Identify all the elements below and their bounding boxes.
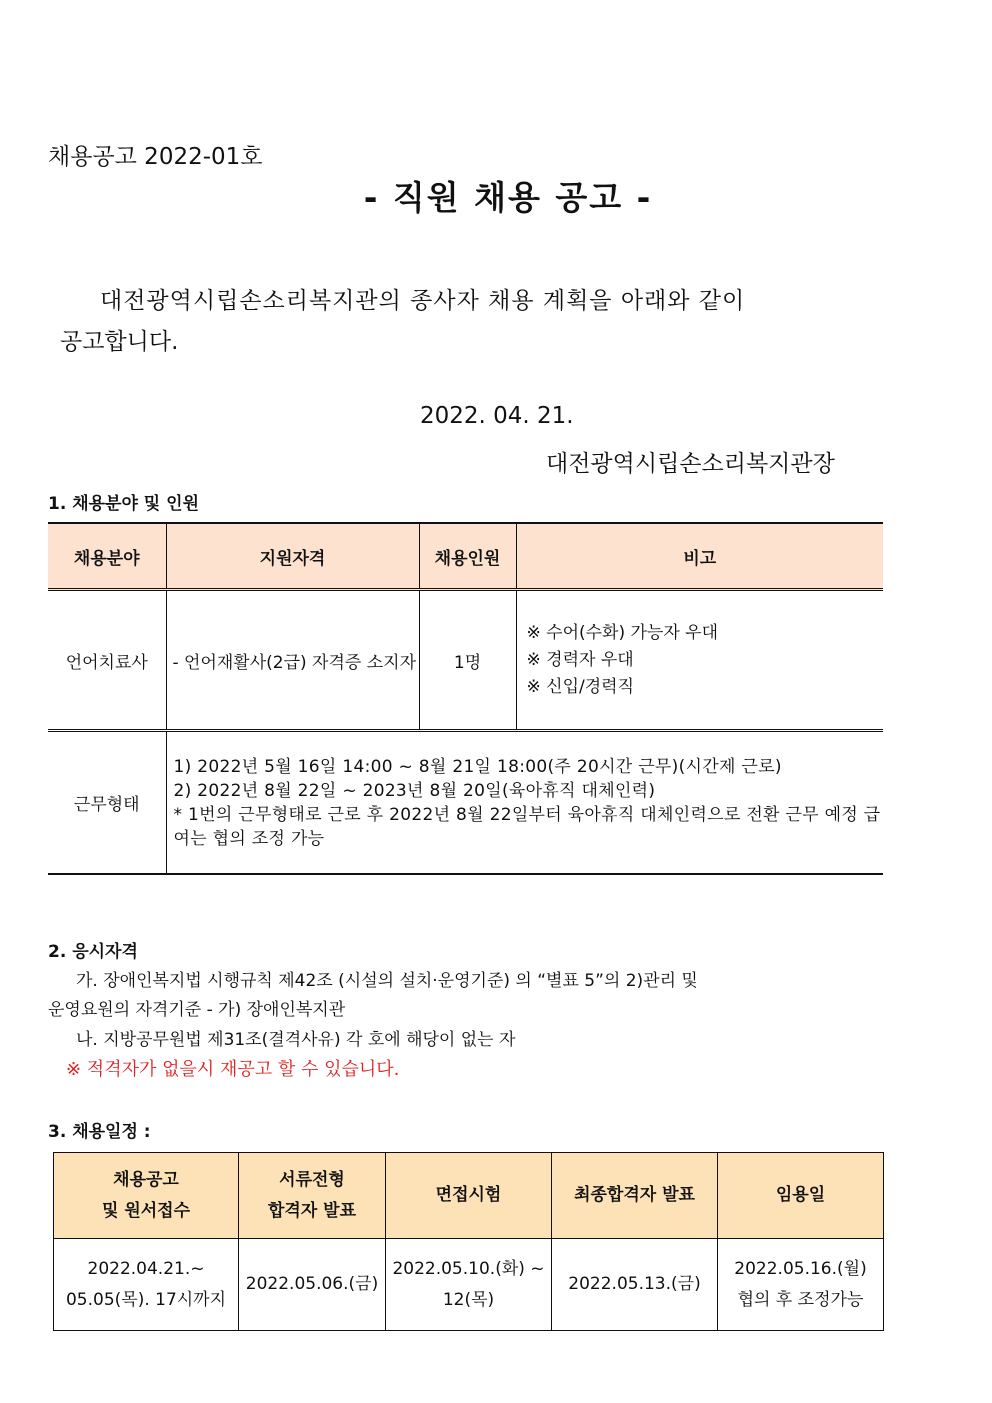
cell-field: 언어치료사	[48, 590, 166, 731]
header-remarks: 비고	[516, 523, 883, 590]
remark-item: ※ 수어(수화) 가능자 우대	[526, 622, 719, 643]
remark-item: ※ 경력자 우대	[526, 649, 634, 670]
recruitment-table	[48, 522, 883, 875]
header-interview: 면접시험	[386, 1153, 552, 1239]
announcement-date: 2022. 04. 21.	[420, 403, 574, 429]
document-number: 채용공고 2022-01호	[48, 144, 263, 170]
header-qualification: 지원자격	[166, 523, 419, 590]
work-line: 1) 2022년 5월 16일 14:00 ~ 8월 21일 18:00(주 20시간 근무)(시간제 근로)	[173, 756, 782, 777]
qualification-item1-line1: 가. 장애인복지법 시행규칙 제42조 (시설의 설치·운영기준) 의 “별표 5”의 2)관리 및	[76, 971, 698, 991]
cell-qualification: - 언어재활사(2급) 자격증 소지자	[166, 590, 419, 731]
work-line: 2) 2022년 8월 22일 ~ 2023년 8월 20일(육아휴직 대체인력)	[173, 780, 656, 801]
cell-work-label: 근무형태	[48, 731, 166, 875]
cell-work-detail	[166, 731, 883, 875]
cell-count: 1명	[419, 590, 516, 731]
remark-item: ※ 신입/경력직	[526, 676, 634, 697]
schedule-row	[54, 1239, 884, 1331]
value-start-date: 2022.05.16.(월) 협의 후 조정가능	[718, 1239, 884, 1331]
qualification-item1-line2: 운영요원의 자격기준 - 가) 장애인복지관	[48, 1000, 346, 1020]
intro-text-line2: 공고합니다.	[60, 329, 179, 355]
cell-remarks	[516, 590, 883, 731]
issuer-name: 대전광역시립손소리복지관장	[546, 451, 835, 477]
header-count: 채용인원	[419, 523, 516, 590]
work-line: * 1번의 근무형태로 근로 후 2022년 8월 22일부터 육아휴직 대체인력으로 전환 근무 예정 급여는 협의 조정 가능	[173, 804, 881, 849]
value-interview: 2022.05.10.(화) ~ 12(목)	[386, 1239, 552, 1331]
schedule-table-header	[54, 1153, 884, 1239]
qualification-item2: 나. 지방공무원법 제31조(결격사유) 각 호에 해당이 없는 자	[76, 1030, 516, 1050]
reannouncement-note: ※ 적격자가 없을시 재공고 할 수 있습니다.	[66, 1059, 400, 1080]
section1-heading: 1. 채용분야 및 인원	[48, 494, 199, 514]
intro-text-line1: 대전광역시립손소리복지관의 종사자 채용 계획을 아래와 같이	[100, 288, 746, 314]
header-final-result: 최종합격자 발표	[552, 1153, 718, 1239]
schedule-table	[53, 1152, 884, 1331]
table-row	[48, 590, 883, 731]
page-title: - 직원 채용 공고 -	[363, 178, 653, 217]
value-final-result: 2022.05.13.(금)	[552, 1239, 718, 1331]
header-document-result: 서류전형 합격자 발표	[239, 1153, 386, 1239]
header-start-date: 임용일	[718, 1153, 884, 1239]
header-announcement: 채용공고 및 원서접수	[54, 1153, 239, 1239]
table-row	[48, 731, 883, 875]
recruitment-table-header	[48, 523, 883, 590]
section2-heading: 2. 응시자격	[48, 942, 138, 962]
value-announcement: 2022.04.21.~ 05.05(목). 17시까지	[54, 1239, 239, 1331]
value-document-result: 2022.05.06.(금)	[239, 1239, 386, 1331]
section3-heading: 3. 채용일정 :	[48, 1122, 151, 1142]
header-field: 채용분야	[48, 523, 166, 590]
